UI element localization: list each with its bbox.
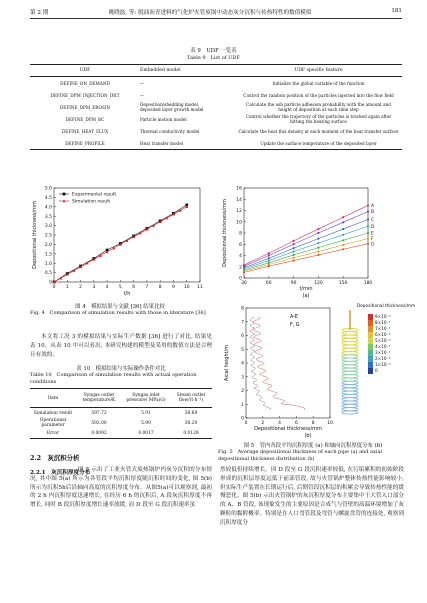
series-point-e xyxy=(317,247,319,249)
series-point-e xyxy=(367,232,369,234)
legend-simulation-label: Simulation result xyxy=(72,199,111,205)
fig5b-chart xyxy=(218,300,416,440)
series-simulation-point xyxy=(99,254,102,257)
table9-cell: Calculate the ash particle adhesion probability with the amount and height of deposition at each time step xyxy=(246,102,391,112)
annotation-a-e: A-E xyxy=(290,315,298,320)
series-point-g xyxy=(243,271,245,273)
colorbar-title: Depositional thickness/mm xyxy=(356,304,416,309)
table9-row xyxy=(30,89,402,101)
table9-row xyxy=(30,101,402,113)
series-label-a: A xyxy=(371,204,375,210)
coil-turn xyxy=(342,345,358,348)
y-tick-label: 0 xyxy=(49,280,52,286)
coil-turn xyxy=(342,394,358,397)
colorbar-swatch xyxy=(368,350,373,356)
colorbar-label: 4×10⁻³ xyxy=(375,344,391,350)
coil-turn xyxy=(342,355,358,358)
series-label-d: D xyxy=(371,224,375,230)
coil-turn xyxy=(342,385,358,388)
table9-cell: Particle motion model xyxy=(140,116,187,122)
coil-turn xyxy=(342,342,358,345)
table10-col-pressure: Syngas inlet pressure/ MPa(G) xyxy=(126,393,166,403)
coil-turn xyxy=(342,338,358,341)
coil-turn xyxy=(342,371,358,374)
series-point-f xyxy=(367,238,369,240)
x-tick-label: 2 xyxy=(261,421,265,426)
table9-cell: Calculate the heat flux density at each moment of the heat transfer surface xyxy=(238,128,399,134)
table10-cell: 38.20 xyxy=(184,420,198,426)
colorbar-swatch xyxy=(368,368,373,374)
page-number: 181 xyxy=(391,8,402,14)
y-tick-label: 4.0 xyxy=(44,205,52,211)
y-tick-label: 2.5 xyxy=(44,233,52,239)
series-point-d xyxy=(317,242,319,244)
coil-turn xyxy=(342,401,358,404)
table9-cell: — xyxy=(140,80,145,86)
body-paragraph-2: 图 5 示出了工业火管式废热锅炉内灰分沉积的分布情况, 其中图 5(a) 所示为各管段平均沉积厚度随沉积时间的变化, 图 5(b) 所示为沉积5h后沿轴向高度的沉积厚度分布。从图5(a)可以观察到, 最初的 2 h 内沉积厚度迅速增长, 在经历 6 h 的沉积后, A 段灰沉积厚度不再增长, 同时 B 段沉积厚度增长速率放缓, 而 D 段至 G 段沉积速率虽 xyxy=(30,467,212,509)
table9-row xyxy=(30,125,402,137)
sub-heading: 2.2.1 灰沉积厚度分布 xyxy=(30,470,91,476)
colorbar-swatch xyxy=(368,326,373,332)
y-axis-label: Axial height/m xyxy=(224,344,230,382)
panel-label-a: (a) xyxy=(302,293,310,299)
series-point-b xyxy=(317,232,319,234)
series-point-f xyxy=(317,250,319,252)
y-tick-label: 1 xyxy=(241,402,244,408)
colorbar-swatch xyxy=(368,314,373,320)
x-tick-label: 11 xyxy=(197,285,203,290)
y-tick-label: 8 xyxy=(239,231,242,237)
x-tick-label: 8 xyxy=(311,421,315,426)
body-paragraph-1: 本文将工况 3 的模拟结果与实际生产数据 [36] 进行了对比, 结果见表 10。从表 10 中可以看出, 本研究构建的模型及采用的数值方法是合理且有效的。 xyxy=(30,334,212,358)
table9-cell: Update the surface temperature of the deposited layer xyxy=(260,140,377,146)
coil-turn xyxy=(342,381,358,384)
colorbar-swatch xyxy=(368,356,373,362)
x-tick-label: 4 xyxy=(105,285,109,290)
series-line-c xyxy=(244,220,368,268)
table9-row xyxy=(30,137,402,150)
fig5-caption-cn: 图 5 管内各段平均沉积厚度 (a) 和轴向沉积厚度分布 (b) xyxy=(243,443,383,449)
table10-cell: 5.90 xyxy=(141,420,151,426)
table9-cell: Control whether the trajectory of the particles is tracked again after hitting the heating surface xyxy=(245,114,392,124)
x-tick-label: 10 xyxy=(183,285,190,290)
table10-cell: Error xyxy=(46,430,60,436)
coil-turn xyxy=(342,348,358,351)
x-tick-label: 1 xyxy=(65,285,69,290)
coil-turn xyxy=(342,404,358,407)
table9-row xyxy=(30,113,402,125)
series-point-b xyxy=(268,254,270,256)
series-point-g xyxy=(268,265,270,267)
table10-cell: 38.69 xyxy=(184,410,198,416)
coil-turn xyxy=(342,388,358,391)
header-rule xyxy=(30,18,402,19)
x-tick-label: 60 xyxy=(265,281,272,286)
y-axis-label: Depositional thickness/mm xyxy=(32,201,38,269)
table10-cell: Operational parameter xyxy=(39,418,67,428)
colorbar-label: 8×10⁻³ xyxy=(375,320,391,326)
colorbar-swatch xyxy=(368,338,373,344)
colorbar-label: 9×10⁻³ xyxy=(375,314,391,320)
series-point-b xyxy=(342,221,344,223)
y-tick-label: 6 xyxy=(239,242,242,248)
series-point-d xyxy=(342,234,344,236)
y-tick-label: 1.5 xyxy=(44,252,52,258)
table10-col-steam: Steam outlet flow/(t·h⁻¹) xyxy=(176,393,206,403)
table10-title-cn: 表 10 模拟结果与实际操作条件对比 xyxy=(76,366,166,372)
annotation-f-g: F, G xyxy=(290,323,300,328)
y-tick-label: 6 xyxy=(241,334,244,340)
table10-title-en: Table 10 Comparison of simulation results with actual operation conditions xyxy=(30,372,197,385)
coil-turn xyxy=(342,352,358,355)
colorbar-label: 3×10⁻³ xyxy=(375,350,391,356)
x-tick-label: 10 xyxy=(327,421,333,426)
coil-turn xyxy=(342,361,358,364)
y-tick-label: 5 xyxy=(241,347,244,353)
y-tick-label: 1.0 xyxy=(44,261,52,267)
x-tick-label: 2 xyxy=(79,285,82,290)
y-tick-label: 3.5 xyxy=(44,214,52,220)
colorbar-swatch xyxy=(368,320,373,326)
y-tick-label: 2.0 xyxy=(44,243,52,248)
y-tick-label: 0 xyxy=(239,276,242,282)
coil-turn xyxy=(342,378,358,381)
table9-cell: Control the random position of the particles injected into the flow field xyxy=(243,92,394,98)
series-point-a xyxy=(367,204,369,206)
table10-row xyxy=(30,408,212,419)
x-tick-label: 120 xyxy=(314,281,323,286)
x-tick-label: 0 xyxy=(52,285,56,290)
table10-col-temp: Syngas outlet temperature/K xyxy=(82,393,116,403)
table9-cell: DEFINE_HEAT_FLUX xyxy=(61,128,109,134)
y-tick-label: 3 xyxy=(241,375,244,381)
coil-turn xyxy=(342,375,358,378)
series-point-a xyxy=(293,240,295,242)
coil-turn xyxy=(342,408,358,411)
y-tick-label: 10 xyxy=(236,220,242,226)
table9-row xyxy=(30,77,402,90)
table9-title-cn: 表 9 UDF 一览表 xyxy=(190,48,237,54)
series-point-a xyxy=(317,228,319,230)
series-point-d xyxy=(367,225,369,227)
fig4-chart xyxy=(30,182,210,300)
x-tick-label: 8 xyxy=(158,285,162,290)
fig4-caption-cn: 图 4 模拟结果与文献 [36] 结果比较 xyxy=(75,304,165,310)
table9-cell: Heat transfer model xyxy=(140,140,184,146)
table10 xyxy=(30,388,212,439)
legend-experimental-label: Experimental result xyxy=(72,192,117,198)
coil-turn xyxy=(342,358,358,361)
colorbar-label: 2×10⁻³ xyxy=(375,356,391,362)
x-tick-label: 180 xyxy=(363,281,373,286)
series-point-b xyxy=(293,243,295,245)
fig4-caption-en: Fig. 4 Comparison of simulation results with those in literature [36] xyxy=(30,310,206,316)
series-point-b xyxy=(367,211,369,213)
coil-turn xyxy=(342,335,358,338)
x-tick-label: 7 xyxy=(145,285,149,290)
x-tick-label: 6 xyxy=(294,421,298,426)
x-tick-label: 30 xyxy=(241,281,247,286)
coil-turn xyxy=(342,391,358,394)
table9-col-udf: UDF xyxy=(79,68,91,73)
colorbar-label: 7×10⁻³ xyxy=(375,326,391,332)
series-point-g xyxy=(342,248,344,250)
y-tick-label: 2 xyxy=(239,265,242,271)
coil-turn xyxy=(342,365,358,368)
series-point-d xyxy=(268,259,270,261)
y-tick-label: 7 xyxy=(241,320,244,326)
series-point-c xyxy=(268,257,270,259)
table9-col-feature: UDF specific feature xyxy=(294,68,343,73)
series-simulation-point xyxy=(179,209,182,212)
series-point-a xyxy=(268,252,270,254)
series-label-b: B xyxy=(371,210,375,216)
table10-cell: 0.0092 xyxy=(91,430,107,436)
fig5-caption-en: Fig. 5 Average depositional thickness of each pipe (a) and axial depositional thickness distribution (b) xyxy=(218,449,383,462)
table9-cell: DEFINE_PROFILE xyxy=(65,140,105,146)
x-axis-label: Depositional thickness/mm xyxy=(254,426,322,432)
table9-cell: Initialize the global variable of the function xyxy=(272,80,365,86)
x-tick-label: 150 xyxy=(338,281,348,286)
x-tick-label: 4 xyxy=(278,421,282,426)
colorbar-label: 5×10⁻³ xyxy=(375,338,391,344)
y-tick-label: 8 xyxy=(241,306,244,312)
x-tick-label: 3 xyxy=(92,285,96,290)
section-heading: 2.2 灰沉积分析 xyxy=(30,454,80,462)
y-tick-label: 2 xyxy=(241,389,244,395)
y-axis-label: Depositional thickness/mm xyxy=(222,199,228,267)
series-point-c xyxy=(342,228,344,230)
y-tick-label: 3.0 xyxy=(44,224,52,230)
table10-cell: 597.72 xyxy=(91,410,107,416)
coil-turn xyxy=(342,332,358,335)
y-tick-label: 4 xyxy=(239,254,242,260)
table10-cell: 0.0017 xyxy=(138,430,154,436)
fig5a-chart xyxy=(218,180,408,298)
table9-title-en: Table 9 List of UDF xyxy=(187,55,240,61)
table10-col-item: Item xyxy=(47,395,59,401)
series-point-c xyxy=(317,238,319,240)
series-point-f xyxy=(342,244,344,246)
series-point-g xyxy=(293,259,295,261)
series-label-c: C xyxy=(371,218,375,224)
colorbar-label: 0 xyxy=(375,368,378,374)
table10-cell: 592.00 xyxy=(91,420,107,426)
table9-cell: Deposition/shedding model, deposited layer growth model xyxy=(140,102,204,112)
table9-cell: Thermal conductivity model xyxy=(140,128,200,134)
table9-cell: DEFINE_DPM_BC xyxy=(65,116,105,122)
series-point-f xyxy=(293,257,295,259)
y-tick-label: 14 xyxy=(236,197,242,203)
y-tick-label: 5.0 xyxy=(44,186,52,192)
y-tick-label: 4 xyxy=(241,361,244,367)
colorbar-label: 1×10⁻³ xyxy=(375,362,391,368)
profile-f-g xyxy=(250,317,271,410)
coil-turn xyxy=(342,398,358,401)
table9-cell: DEFINE_DPM_EROSIN xyxy=(59,104,111,110)
table10-row xyxy=(30,418,212,428)
series-point-e xyxy=(342,239,344,241)
x-tick-label: 0 xyxy=(244,421,248,426)
y-tick-label: 12 xyxy=(236,209,242,215)
y-tick-label: 4.5 xyxy=(44,196,52,201)
x-axis-label: t/h xyxy=(123,291,131,297)
y-tick-label: 0.5 xyxy=(44,271,52,277)
colorbar-swatch xyxy=(368,362,373,368)
x-tick-label: 9 xyxy=(172,285,175,290)
series-point-a xyxy=(342,216,344,218)
series-line-a xyxy=(244,205,368,265)
running-title: 姚晓磊, 等: 脱油沥青进料的气化炉火管废锅中动态灰分沉积与传热特性的数值模拟 xyxy=(108,10,312,16)
series-point-c xyxy=(367,218,369,220)
colorbar-swatch xyxy=(368,344,373,350)
series-point-g xyxy=(317,254,319,256)
series-point-e xyxy=(293,254,295,256)
y-tick-label: 0 xyxy=(241,416,244,422)
table9-cell: — xyxy=(140,92,145,98)
series-point-g xyxy=(367,243,369,245)
legend-experimental-marker xyxy=(63,193,66,196)
table10-cell: 0.0128 xyxy=(183,430,199,436)
series-label-g: G xyxy=(371,242,375,248)
coil-turn xyxy=(342,368,358,371)
table10-row xyxy=(30,428,212,439)
series-point-c xyxy=(293,247,295,249)
coil-graphic xyxy=(342,328,358,414)
table10-cell: Simulation result xyxy=(33,410,73,416)
page-issue: 第 2 期 xyxy=(30,10,49,16)
table9-col-model: Embedded model xyxy=(140,68,181,73)
table10-cell: 5.91 xyxy=(141,410,151,416)
body-paragraph-3: 然较低但持续增长。因 D 段至 G 段沉积速率较低, 在污垢累积的初始阶段形成的沉积层厚度远低于前部管段, 故与火管锅炉整体传热性能影响较小, 但实际生产装置在长期运行后, 后期管段沉积层的积累会导致传热性能的缓慢恶化。图 5(b) 示出火管锅炉的灰沉积厚度分布主要集中于大管入口部分的 A、B 管段, 该现象发生的主要原因是合成气与管壁的高温环境增加了灰颗粒的黏附概率。特别是在人口弯管段及弯管与螺旋盘管的连接处, 观察到沉积厚度分 xyxy=(220,467,404,526)
table9-cell: DEFINE_DPM_INJECTION_INIT xyxy=(50,92,120,98)
series-label-f: F xyxy=(371,237,374,243)
table9 xyxy=(30,64,402,150)
series-label-e: E xyxy=(371,231,374,237)
series-point-d xyxy=(293,250,295,252)
x-tick-label: 5 xyxy=(118,285,122,290)
colorbar-swatch xyxy=(368,332,373,338)
y-tick-label: 16 xyxy=(236,186,242,192)
x-axis-label: t/min xyxy=(299,286,313,292)
x-tick-label: 90 xyxy=(290,281,297,286)
x-tick-label: 6 xyxy=(132,285,136,290)
table9-cell: DEFINE_ON_DEMAND xyxy=(60,80,110,86)
colorbar-label: 6×10⁻³ xyxy=(375,332,391,338)
panel-label-b: (b) xyxy=(304,433,312,439)
coil-turn xyxy=(342,411,358,414)
